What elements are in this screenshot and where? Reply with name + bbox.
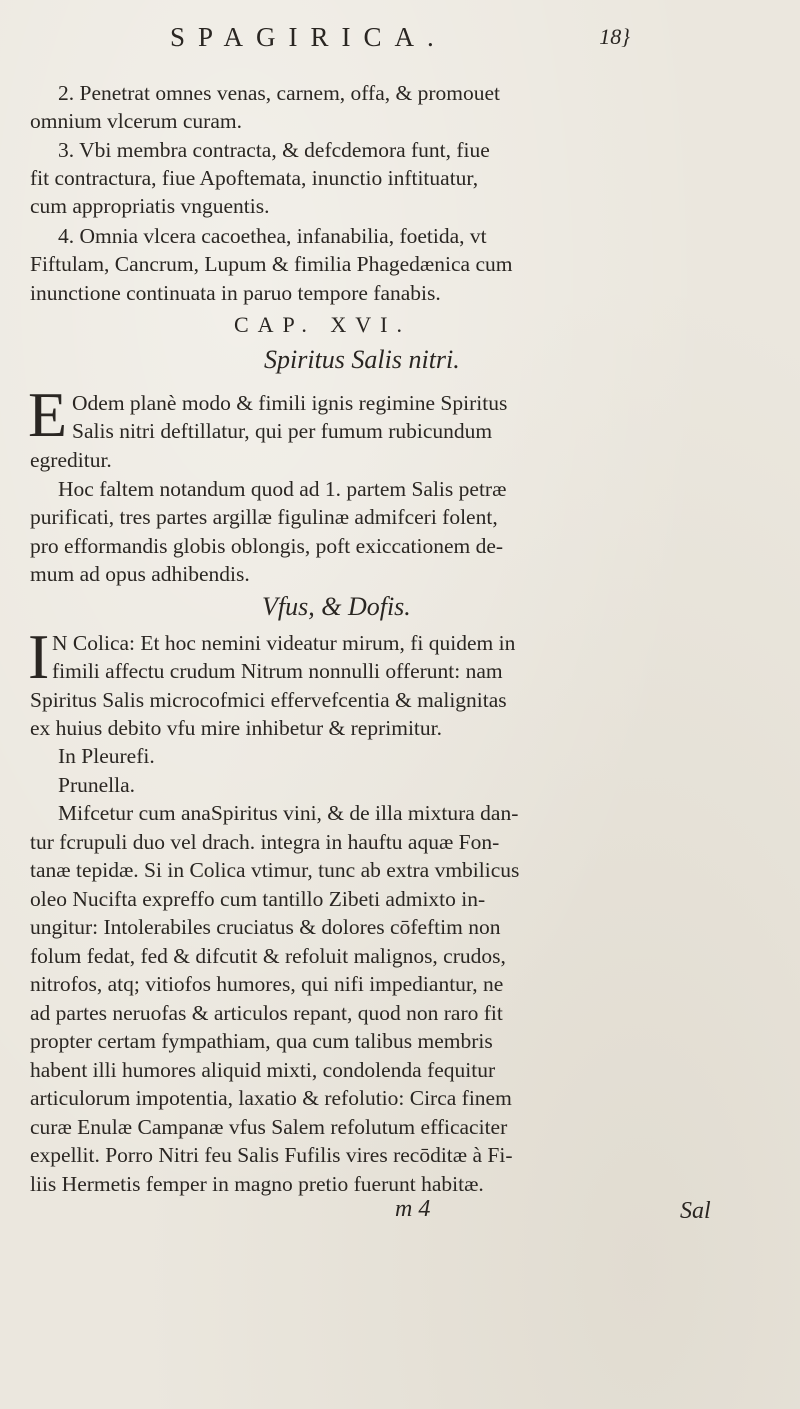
text-line: curæ Enulæ Campanæ vfus Salem refolutum efficaciter <box>30 1115 508 1139</box>
text-line: 2. Penetrat omnes venas, carnem, offa, & promouet <box>58 81 501 105</box>
text-line: oleo Nucifta expreffo cum tantillo Zibeti admixto in- <box>30 887 486 911</box>
text-line: expellit. Porro Nitri feu Salis Fufilis vires recōditæ à Fi- <box>30 1143 513 1167</box>
text-line: 4. Omnia vlcera cacoethea, infanabilia, foetida, vt <box>58 224 487 248</box>
catchword: Sal <box>680 1198 711 1224</box>
text-line: mum ad opus adhibendis. <box>30 562 250 586</box>
text-line: fit contractura, fiue Apoftemata, inunctio inftituatur, <box>30 166 479 190</box>
text-line: inunctione continuata in paruo tempore fanabis. <box>30 281 441 305</box>
text-line: tanæ tepidæ. Si in Colica vtimur, tunc ab extra vmbilicus <box>30 858 520 882</box>
text-line: In Pleurefi. <box>58 744 155 768</box>
text-line: folum fedat, fed & difcutit & refoluit malignos, crudos, <box>30 944 506 968</box>
text-line: Spiritus Salis microcofmici effervefcentia & malignitas <box>30 688 507 712</box>
page-number: 18} <box>599 24 630 49</box>
text-line: Hoc faltem notandum quod ad 1. partem Salis petræ <box>58 477 507 501</box>
text-line: habent illi humores aliquid mixti, condolenda fequitur <box>30 1058 496 1082</box>
drop-cap-e: E <box>28 379 68 450</box>
chapter-subheading: Spiritus Salis nitri. <box>264 345 460 374</box>
text-line: ungitur: Intolerabiles cruciatus & dolores cōfeftim non <box>30 915 501 939</box>
text-line: omnium vlcerum curam. <box>30 109 242 133</box>
running-head <box>170 22 690 58</box>
text-line: fimili affectu crudum Nitrum nonnulli offerunt: nam <box>52 659 503 683</box>
text-line: ad partes neruofas & articulos repant, quod non raro fit <box>30 1001 503 1025</box>
text-line: ex huius debito vfu mire inhibetur & reprimitur. <box>30 716 443 740</box>
text-line: N Colica: Et hoc nemini videatur mirum, fi quidem in <box>52 631 516 655</box>
text-line: purificati, tres partes argillæ figulinæ admifceri folent, <box>30 505 498 529</box>
text-line: nitrofos, atq; vitiofos humores, qui nifi impediantur, ne <box>30 972 504 996</box>
usus-heading: Vfus, & Dofis. <box>262 592 411 621</box>
text-line: propter certam fympathiam, qua cum talibus membris <box>30 1029 493 1053</box>
text-line: Mifcetur cum anaSpiritus vini, & de illa mixtura dan- <box>58 801 519 825</box>
text-line: cum appropriatis vnguentis. <box>30 194 270 218</box>
drop-cap-i: I <box>28 621 50 692</box>
text-line: Odem planè modo & fimili ignis regimine Spiritus <box>72 391 508 415</box>
text-line: egreditur. <box>30 448 112 472</box>
text-line: Salis nitri deftillatur, qui per fumum rubicundum <box>72 419 493 443</box>
text-line: tur fcrupuli duo vel drach. integra in hauftu aquæ Fon- <box>30 830 500 854</box>
signature-mark: m 4 <box>395 1196 431 1222</box>
text-line: Fiftulam, Cancrum, Lupum & fimilia Phagedænica cum <box>30 252 513 276</box>
chapter-heading: CAP. XVI. <box>234 312 411 337</box>
text-line: 3. Vbi membra contracta, & defcdemora funt, fiue <box>58 138 490 162</box>
text-line: articulorum impotentia, laxatio & refolutio: Circa finem <box>30 1086 512 1110</box>
text-line: Prunella. <box>58 773 136 797</box>
running-title: SPAGIRICA. <box>170 22 447 52</box>
text-line: pro efformandis globis oblongis, poft exiccationem de- <box>30 534 504 558</box>
text-line: liis Hermetis femper in magno pretio fuerunt habitæ. <box>30 1172 484 1196</box>
